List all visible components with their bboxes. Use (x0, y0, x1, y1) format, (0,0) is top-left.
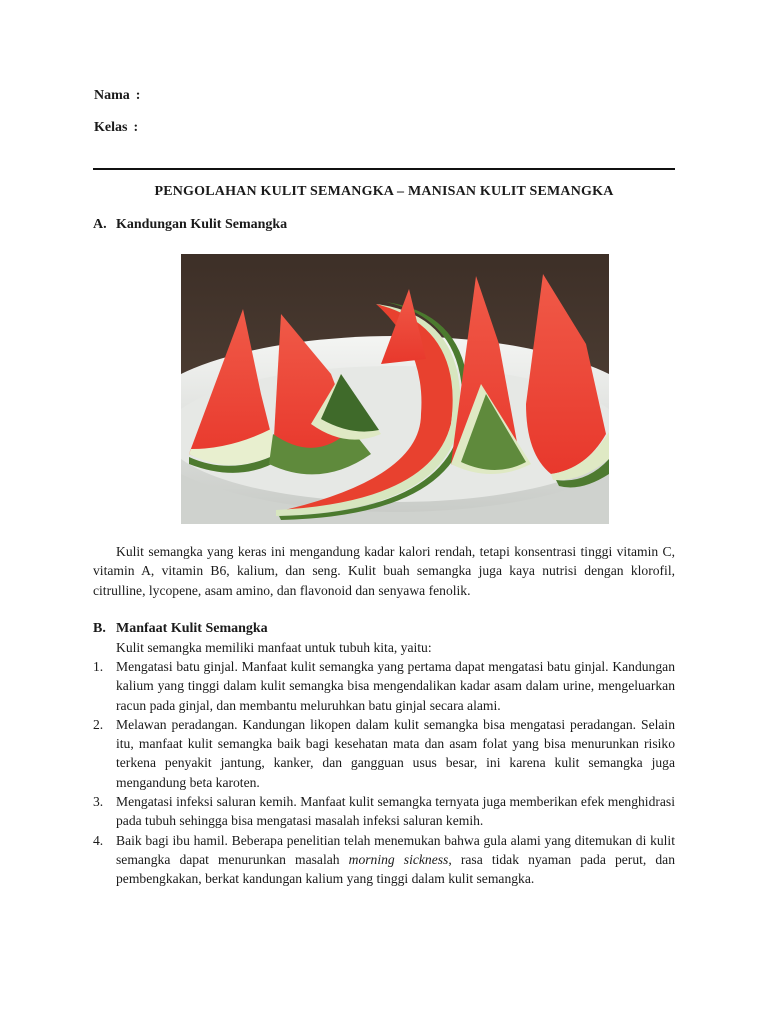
class-label: Kelas (94, 120, 128, 135)
document-title: PENGOLAHAN KULIT SEMANGKA – MANISAN KULIT SEMANGKA (154, 184, 614, 199)
section-b-intro: Kulit semangka memiliki manfaat untuk tubuh kita, yaitu: (116, 640, 432, 655)
horizontal-divider (93, 168, 675, 170)
section-a-title: Kandungan Kulit Semangka (116, 217, 288, 232)
section-a-paragraph: Kulit semangka yang keras ini mengandung kadar kalori rendah, tetapi konsentrasi tinggi vitamin C, vitamin A, vitamin B6, kalium, dan seng. Kulit buah semangka juga kaya nutrisi dengan klorofil, citrulline, lycopene, asam amino, dan flavonoid dan senyawa fenolik. (93, 544, 675, 598)
benefits-list (93, 657, 675, 889)
section-b-title: Manfaat Kulit Semangka (116, 621, 268, 636)
section-b-letter: B. (93, 621, 106, 636)
list-item-number: 3. (93, 794, 104, 810)
list-item (93, 657, 675, 715)
section-a-heading (93, 217, 287, 233)
section-b-heading (93, 621, 268, 637)
list-item (93, 792, 675, 831)
list-item-text: Melawan peradangan. Kandungan likopen dalam kulit semangka bisa mengatasi peradangan. Selain itu, manfaat kulit semangka baik bagi kesehatan mata dan asam folat yang bisa menurunkan risiko terkena penyakit jantung, kanker, dan gangguan usus besar, ini karena kulit semangka juga mengandung beta karoten. (116, 716, 675, 790)
watermelon-illustration (181, 254, 609, 524)
list-item-text-before: Baik bagi ibu hamil. Beberapa penelitian telah menemukan bahwa gula alami yang ditemukan di kulit semangka dapat menurunkan masalah (116, 832, 675, 867)
class-field-label (94, 120, 138, 136)
watermelon-photo (181, 254, 609, 524)
list-item-emphasis: morning sickness (348, 851, 449, 867)
list-item-number: 4. (93, 832, 104, 848)
name-colon: : (135, 88, 141, 103)
list-item (93, 715, 675, 792)
list-item-text: Mengatasi infeksi saluran kemih. Manfaat kulit semangka ternyata juga memberikan efek menghidrasi pada tubuh sehingga bisa mengatasi masalah infeksi saluran kemih. (116, 794, 675, 829)
list-item-number: 1. (93, 659, 104, 674)
name-field-label (94, 88, 140, 104)
name-label: Nama (94, 88, 130, 103)
section-a-letter: A. (93, 217, 107, 232)
list-item-text: Mengatasi batu ginjal. Manfaat kulit semangka yang pertama dapat mengatasi batu ginjal. Kandungan kalium yang tinggi dalam kulit semangka bisa mengendalikan kadar asam dalam urine, mengeluarkan racun pada ginjal, dan membantu meluruhkan batu ginjal secara alami. (116, 659, 675, 713)
list-item (93, 831, 675, 889)
class-colon: : (133, 120, 139, 135)
list-item-text-after: , rasa tidak nyaman pada perut, dan pembengkakan, berkat kandungan kalium yang tinggi dalam kulit semangka. (116, 851, 676, 887)
list-item-number: 2. (93, 716, 104, 732)
